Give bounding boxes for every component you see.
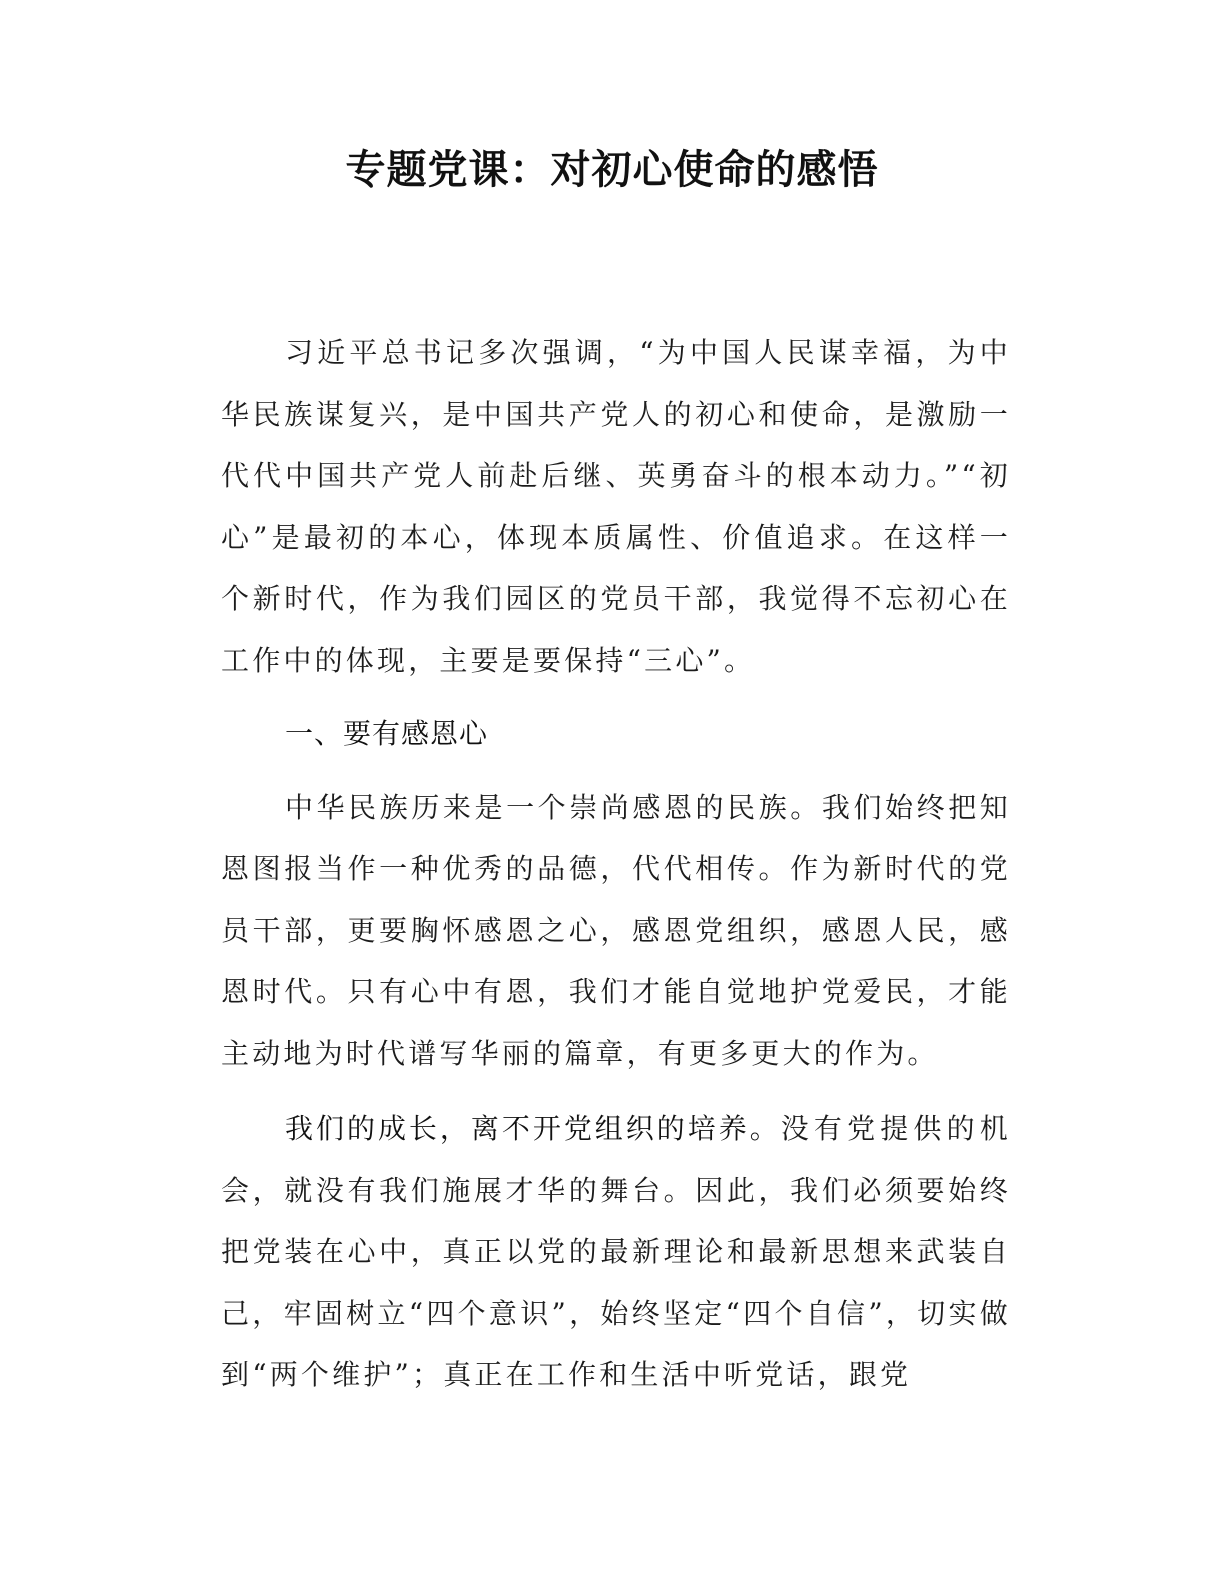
paragraph-lead-sentence: 我们的成长，离不开党组织的培养。 <box>285 1112 781 1145</box>
gratitude-paragraph: 中华民族历来是一个崇尚感恩的民族。我们始终把知恩图报当作一种优秀的品德，代代相传。作为新时代的党员干部，更要胸怀感恩之心，感恩党组织，感恩人民，感恩时代。只有心中有恩，我们才能自觉地护党爱民，才能主动地为时代谱写华丽的篇章，有更多更大的作为。 <box>221 790 1011 1070</box>
intro-paragraph: 习近平总书记多次强调，“为中国人民谋幸福，为中华民族谋复兴，是中国共产党人的初心和使命，是激励一代代中国共产党人前赴后继、英勇奋斗的根本动力。”“初心”是最初的本心，体现本质属性、价值追求。在这样一个新时代，作为我们园区的党员干部，我觉得不忘初心在工作中的体现，主要是要保持“三心”。 <box>221 336 1011 677</box>
document-title: 专题党课：对初心使命的感悟 <box>345 147 879 193</box>
paragraph-body-text: 没有党提供的机会，就没有我们施展才华的舞台。因此，我们必须要始终把党装在心中，真正以党的最新理论和最新思想来武装自己，牢固树立“四个意识”，始终坚定“四个自信”，切实做到“两个维护”；真正在工作和生活中听党话，跟党 <box>221 1112 1011 1391</box>
document-body <box>221 322 1011 1406</box>
growth-paragraph <box>221 1098 1011 1406</box>
section-heading: 一、要有感恩心 <box>285 717 489 750</box>
